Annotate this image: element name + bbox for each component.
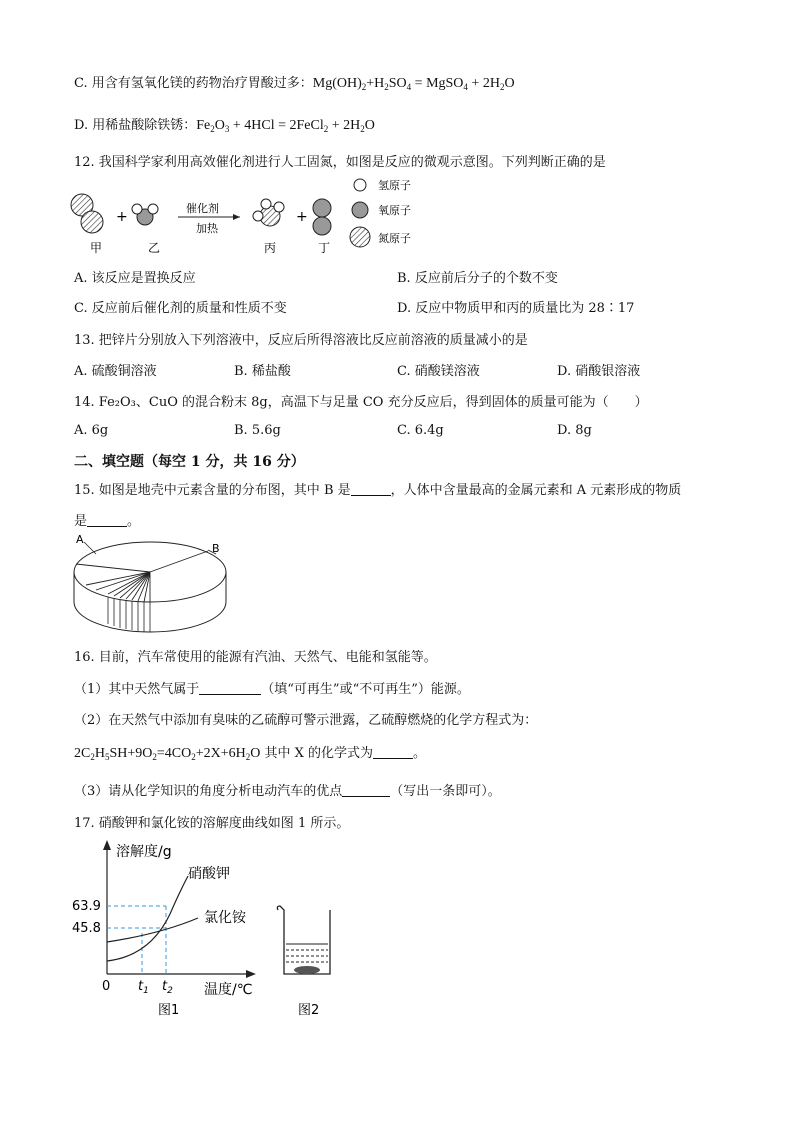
q16-blank-3[interactable]	[342, 784, 390, 797]
q16-blank-2[interactable]	[373, 746, 413, 759]
molecule-jia	[71, 194, 103, 233]
x-axis-label: 温度/℃	[204, 982, 253, 998]
q11-option-d-text: D. 用稀盐酸除铁锈：	[74, 118, 197, 133]
pie-label-b: B	[212, 542, 220, 555]
q11-option-c-equation: $Mg(OH)_2+H_2SO_4$ = MgSO$_4$ + $2H_2O$	[312, 76, 515, 92]
origin-label: 0	[102, 979, 111, 994]
curve-kno3	[107, 876, 188, 961]
curve-label-nh4cl: 氯化铵	[204, 910, 246, 926]
q17-stem: 17. 硝酸钾和氯化铵的溶解度曲线如图 1 所示。	[74, 816, 350, 831]
q16-part1-text-1: （1）其中天然气属于	[74, 682, 200, 697]
q13-option-b: B. 稀盐酸	[234, 364, 291, 379]
q15-pie-chart	[68, 530, 236, 640]
section-title: 二、填空题（每空 1 分，共 16 分）	[74, 454, 305, 470]
arrow-head-icon	[233, 214, 240, 220]
label-yi: 乙	[148, 241, 161, 255]
pie-label-a: A	[76, 533, 84, 546]
molecule-ding	[313, 199, 331, 235]
tick-y-63-9: 63.9	[72, 899, 101, 914]
legend-nitrogen: 氮原子	[378, 232, 411, 245]
q16-part1-text-2: （填“可再生”或“不可再生”）能源。	[261, 682, 470, 697]
q15-text-1: 15. 如图是地壳中元素含量的分布图，其中 B 是	[74, 483, 351, 498]
tick-t2: $t_2$	[162, 979, 173, 996]
tick-t1: $t_1$	[138, 979, 149, 996]
tick-y-45-8: 45.8	[72, 921, 101, 936]
q15-blank-1[interactable]	[351, 483, 391, 496]
label-ding: 丁	[318, 241, 331, 255]
precipitate-icon	[294, 966, 320, 974]
q15-text-4: 。	[127, 514, 141, 529]
q11-option-c	[74, 72, 515, 92]
legend-oxygen: 氧原子	[378, 204, 411, 217]
q16-part3	[74, 780, 501, 799]
q11-option-d	[74, 114, 375, 134]
x-axis-arrow-icon	[246, 970, 256, 978]
q13-option-a: A. 硫酸铜溶液	[74, 364, 157, 379]
q14-option-c: C. 6.4g	[397, 423, 444, 438]
liquid-lines	[286, 944, 328, 962]
q16-equation: $2C_2H_5SH+9O_2=4CO_2+2X+6H_2O$	[74, 746, 261, 762]
oxygen-atom-icon	[352, 202, 368, 218]
q14-option-a: A. 6g	[74, 423, 109, 438]
q16-eq-tail-2: 。	[413, 746, 427, 761]
q15-text-2: ，人体中含量最高的金属元素和 A 元素形成的物质	[390, 483, 682, 498]
q17-figure1-solubility-chart	[70, 836, 270, 1021]
q16-part3-text-1: （3）请从化学知识的角度分析电动汽车的优点	[74, 784, 343, 799]
curve-label-kno3: 硝酸钾	[188, 866, 230, 882]
hydrogen-atom-icon	[354, 179, 366, 191]
q11-option-d-equation: $Fe_2O_3 + 4HCl$ = 2FeCl$_2$ + $2H_2O$	[196, 118, 375, 134]
q16-part3-text-2: （写出一条即可）。	[390, 784, 501, 799]
q12-option-c: C. 反应前后催化剂的质量和性质不变	[74, 301, 287, 316]
q14-option-b: B. 5.6g	[234, 423, 281, 438]
q12-stem: 12. 我国科学家利用高效催化剂进行人工固氮，如图是反应的微观示意图。下列判断正确的是	[74, 155, 606, 170]
q15-text-3: 是	[74, 514, 88, 529]
y-axis-label: 溶解度/g	[116, 844, 172, 860]
nitrogen-atom-icon	[350, 227, 370, 247]
q16-eq-tail-1: 其中 X 的化学式为	[260, 746, 374, 761]
heat-label: 加热	[196, 222, 218, 235]
q13-stem: 13. 把锌片分别放入下列溶液中，反应后所得溶液比反应前溶液的质量减小的是	[74, 333, 528, 348]
q15-blank-2[interactable]	[87, 514, 127, 527]
q12-reaction-diagram	[60, 172, 480, 262]
plus-sign-2: +	[296, 209, 308, 225]
q16-blank-1[interactable]	[199, 682, 261, 695]
q12-option-d: D. 反应中物质甲和丙的质量比为 28∶17	[397, 301, 635, 316]
atom-legend	[350, 178, 411, 247]
q12-option-b: B. 反应前后分子的个数不变	[397, 271, 558, 286]
plus-sign-1: +	[116, 209, 128, 225]
legend-hydrogen: 氢原子	[378, 179, 411, 192]
q14-stem: 14. Fe₂O₃、CuO 的混合粉末 8g，高温下与足量 CO 充分反应后，得到固体的质量可能为（ ）	[74, 395, 648, 410]
beaker-icon	[277, 906, 330, 974]
q16-stem: 16. 目前，汽车常使用的能源有汽油、天然气、电能和氢能等。	[74, 650, 437, 665]
catalyst-label: 催化剂	[186, 202, 219, 215]
q12-option-a: A. 该反应是置换反应	[74, 271, 196, 286]
q15-line2	[74, 510, 140, 529]
figure1-caption: 图1	[158, 1003, 180, 1018]
q13-option-d: D. 硝酸银溶液	[557, 364, 641, 379]
q16-part2: （2）在天然气中添加有臭味的乙硫醇可警示泄露，乙硫醇燃烧的化学方程式为：	[74, 713, 538, 728]
molecule-bing	[253, 199, 284, 226]
molecule-yi	[132, 204, 158, 225]
q17-figure2-beaker	[272, 900, 342, 1020]
label-bing: 丙	[264, 241, 277, 255]
q16-part1	[74, 678, 470, 697]
curve-nh4cl	[107, 918, 198, 942]
y-axis-arrow-icon	[103, 840, 111, 850]
label-jia: 甲	[90, 241, 103, 255]
q11-option-c-text: C. 用含有氢氧化镁的药物治疗胃酸过多：	[74, 76, 313, 91]
q13-option-c: C. 硝酸镁溶液	[397, 364, 480, 379]
q15-line1	[74, 479, 681, 498]
q16-equation-line	[74, 742, 426, 762]
figure2-caption: 图2	[298, 1003, 320, 1018]
q14-option-d: D. 8g	[557, 423, 592, 438]
